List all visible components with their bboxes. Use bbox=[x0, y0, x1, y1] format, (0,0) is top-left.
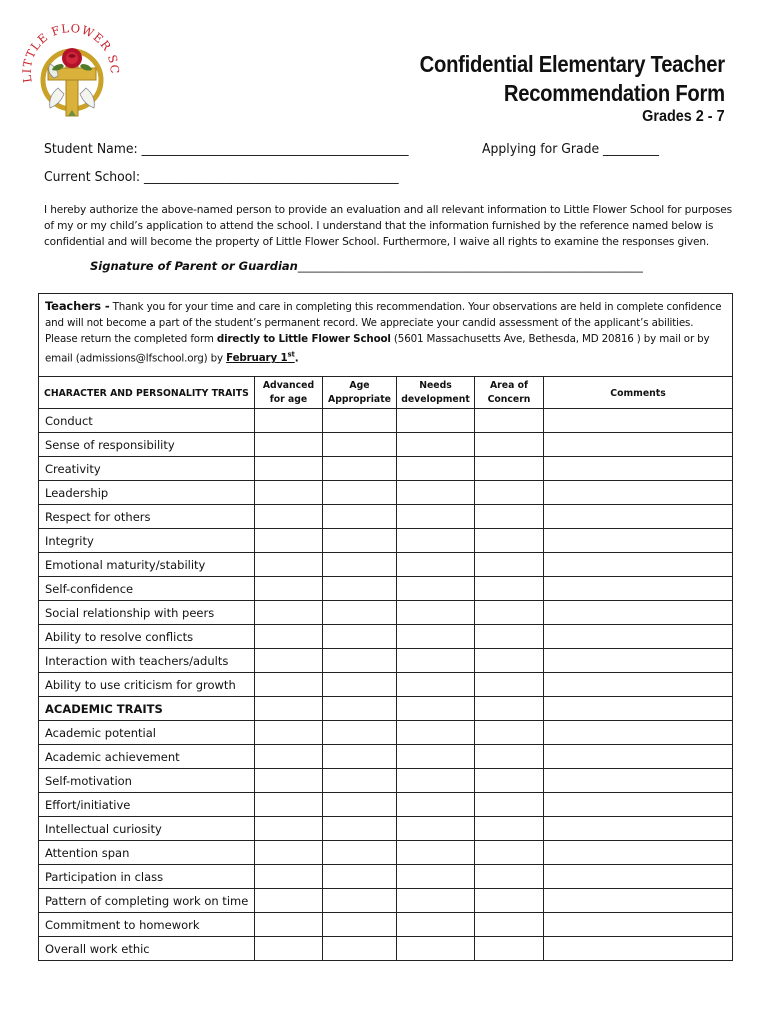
area-of-concern-cell[interactable] bbox=[475, 745, 544, 769]
trait-label: Self-motivation bbox=[39, 769, 255, 793]
area-of-concern-cell[interactable] bbox=[475, 841, 544, 865]
comments-cell[interactable] bbox=[544, 481, 733, 505]
age-appropriate-cell[interactable] bbox=[323, 817, 397, 841]
advanced-cell[interactable] bbox=[255, 505, 323, 529]
area-of-concern-cell[interactable] bbox=[475, 793, 544, 817]
age-appropriate-cell[interactable] bbox=[323, 529, 397, 553]
needs-development-cell[interactable] bbox=[397, 865, 475, 889]
advanced-cell[interactable] bbox=[255, 601, 323, 625]
deadline-date: February 1 bbox=[226, 352, 288, 365]
area-of-concern-cell[interactable] bbox=[475, 481, 544, 505]
area-of-concern-cell[interactable] bbox=[475, 577, 544, 601]
age-appropriate-cell[interactable] bbox=[323, 889, 397, 913]
trait-label: Emotional maturity/stability bbox=[39, 553, 255, 577]
area-of-concern-cell[interactable] bbox=[475, 505, 544, 529]
comments-cell[interactable] bbox=[544, 433, 733, 457]
age-appropriate-cell[interactable] bbox=[323, 745, 397, 769]
needs-development-cell[interactable] bbox=[397, 841, 475, 865]
trait-label: Overall work ethic bbox=[39, 937, 255, 961]
advanced-cell[interactable] bbox=[255, 817, 323, 841]
comments-cell[interactable] bbox=[544, 769, 733, 793]
advanced-cell[interactable] bbox=[255, 937, 323, 961]
advanced-cell[interactable] bbox=[255, 553, 323, 577]
advanced-cell[interactable] bbox=[255, 409, 323, 433]
signature-line[interactable] bbox=[90, 259, 643, 273]
table-row bbox=[39, 793, 733, 817]
trait-label: Attention span bbox=[39, 841, 255, 865]
table-row bbox=[39, 409, 733, 433]
table-row bbox=[39, 553, 733, 577]
area-of-concern-column-header: Area of Concern bbox=[475, 377, 544, 409]
trait-label: Intellectual curiosity bbox=[39, 817, 255, 841]
traits-rating-table bbox=[38, 376, 733, 961]
age-appropriate-cell[interactable] bbox=[323, 505, 397, 529]
area-of-concern-cell[interactable] bbox=[475, 553, 544, 577]
age-appropriate-cell[interactable] bbox=[323, 601, 397, 625]
comments-cell[interactable] bbox=[544, 865, 733, 889]
comments-cell[interactable] bbox=[544, 937, 733, 961]
advanced-cell[interactable] bbox=[255, 841, 323, 865]
trait-label: Creativity bbox=[39, 457, 255, 481]
table-row bbox=[39, 865, 733, 889]
age-appropriate-cell[interactable] bbox=[323, 673, 397, 697]
table-row bbox=[39, 889, 733, 913]
area-of-concern-cell[interactable] bbox=[475, 865, 544, 889]
area-of-concern-cell[interactable] bbox=[475, 529, 544, 553]
needs-development-cell bbox=[397, 697, 475, 721]
table-row bbox=[39, 433, 733, 457]
advanced-cell[interactable] bbox=[255, 793, 323, 817]
needs-development-cell[interactable] bbox=[397, 673, 475, 697]
area-of-concern-cell[interactable] bbox=[475, 817, 544, 841]
section-heading-row bbox=[39, 697, 733, 721]
advanced-cell[interactable] bbox=[255, 433, 323, 457]
trait-label: Ability to resolve conflicts bbox=[39, 625, 255, 649]
area-of-concern-cell[interactable] bbox=[475, 937, 544, 961]
advanced-cell bbox=[255, 697, 323, 721]
table-row bbox=[39, 721, 733, 745]
trait-label: Sense of responsibility bbox=[39, 433, 255, 457]
table-row bbox=[39, 649, 733, 673]
table-row bbox=[39, 673, 733, 697]
needs-development-cell[interactable] bbox=[397, 577, 475, 601]
age-appropriate-cell[interactable] bbox=[323, 937, 397, 961]
needs-development-cell[interactable] bbox=[397, 433, 475, 457]
comments-cell[interactable] bbox=[544, 505, 733, 529]
age-appropriate-cell[interactable] bbox=[323, 769, 397, 793]
comments-cell[interactable] bbox=[544, 625, 733, 649]
table-row bbox=[39, 913, 733, 937]
advanced-cell[interactable] bbox=[255, 721, 323, 745]
table-row bbox=[39, 745, 733, 769]
comments-cell[interactable] bbox=[544, 457, 733, 481]
age-appropriate-cell[interactable] bbox=[323, 649, 397, 673]
needs-development-column-header: Needs development bbox=[397, 377, 475, 409]
advanced-cell[interactable] bbox=[255, 625, 323, 649]
advanced-cell[interactable] bbox=[255, 865, 323, 889]
trait-label: Ability to use criticism for growth bbox=[39, 673, 255, 697]
age-appropriate-cell[interactable] bbox=[323, 793, 397, 817]
title-line-1: Confidential Elementary Teacher bbox=[419, 51, 725, 77]
table-row bbox=[39, 505, 733, 529]
title-line-2: Recommendation Form bbox=[503, 80, 725, 106]
section-heading: ACADEMIC TRAITS bbox=[39, 697, 255, 721]
needs-development-cell[interactable] bbox=[397, 913, 475, 937]
needs-development-cell[interactable] bbox=[397, 481, 475, 505]
comments-cell[interactable] bbox=[544, 841, 733, 865]
teachers-text-2: (5601 Massachusetts Ave, Bethesda, MD 20816 ) by mail or by email (admissions@lfschool.org) by bbox=[45, 333, 710, 365]
comments-cell[interactable] bbox=[544, 529, 733, 553]
area-of-concern-cell[interactable] bbox=[475, 409, 544, 433]
needs-development-cell[interactable] bbox=[397, 649, 475, 673]
area-of-concern-cell[interactable] bbox=[475, 649, 544, 673]
trait-label: Effort/initiative bbox=[39, 793, 255, 817]
trait-label: Commitment to homework bbox=[39, 913, 255, 937]
return-address-emphasis: directly to Little Flower School bbox=[216, 333, 391, 345]
comments-cell[interactable] bbox=[544, 817, 733, 841]
age-appropriate-cell[interactable] bbox=[323, 433, 397, 457]
age-appropriate-cell[interactable] bbox=[323, 577, 397, 601]
comments-cell[interactable] bbox=[544, 553, 733, 577]
trait-label: Academic achievement bbox=[39, 745, 255, 769]
table-row bbox=[39, 481, 733, 505]
area-of-concern-cell bbox=[475, 697, 544, 721]
advanced-cell[interactable] bbox=[255, 481, 323, 505]
signature-label: Signature of Parent or Guardian bbox=[90, 259, 298, 273]
comments-cell[interactable] bbox=[544, 577, 733, 601]
deadline bbox=[226, 352, 295, 364]
needs-development-cell[interactable] bbox=[397, 625, 475, 649]
needs-development-cell[interactable] bbox=[397, 553, 475, 577]
applying-grade-field[interactable]: Applying for Grade _________ bbox=[482, 141, 659, 157]
advanced-cell[interactable] bbox=[255, 529, 323, 553]
age-appropriate-cell[interactable] bbox=[323, 625, 397, 649]
area-of-concern-cell[interactable] bbox=[475, 673, 544, 697]
needs-development-cell[interactable] bbox=[397, 937, 475, 961]
teachers-text-1: Thank you for your time and care in completing this recommendation. Your observations are held in complete confidence and will not become a part of the student’s permanent record. We appreciate your candid assessment of the applicant’s abilities. Please return the completed form bbox=[45, 301, 722, 345]
advanced-cell[interactable] bbox=[255, 649, 323, 673]
current-school-field[interactable]: Current School: _________________________________________ bbox=[44, 169, 399, 185]
age-appropriate-cell[interactable] bbox=[323, 721, 397, 745]
comments-cell[interactable] bbox=[544, 721, 733, 745]
comments-cell[interactable] bbox=[544, 673, 733, 697]
comments-cell[interactable] bbox=[544, 745, 733, 769]
area-of-concern-cell[interactable] bbox=[475, 457, 544, 481]
advanced-cell[interactable] bbox=[255, 745, 323, 769]
trait-label: Self-confidence bbox=[39, 577, 255, 601]
needs-development-cell[interactable] bbox=[397, 601, 475, 625]
age-appropriate-cell[interactable] bbox=[323, 553, 397, 577]
comments-column-header: Comments bbox=[544, 377, 733, 409]
trait-label: Conduct bbox=[39, 409, 255, 433]
area-of-concern-cell[interactable] bbox=[475, 721, 544, 745]
student-name-field[interactable]: Student Name: ___________________________________________ bbox=[44, 141, 409, 157]
trait-label: Academic potential bbox=[39, 721, 255, 745]
trait-label: Social relationship with peers bbox=[39, 601, 255, 625]
age-appropriate-cell[interactable] bbox=[323, 841, 397, 865]
area-of-concern-cell[interactable] bbox=[475, 625, 544, 649]
age-appropriate-cell[interactable] bbox=[323, 481, 397, 505]
area-of-concern-cell[interactable] bbox=[475, 913, 544, 937]
table-row bbox=[39, 601, 733, 625]
trait-label: Integrity bbox=[39, 529, 255, 553]
advanced-cell[interactable] bbox=[255, 913, 323, 937]
page-title bbox=[420, 50, 725, 108]
deadline-suffix: st bbox=[287, 351, 295, 359]
advanced-cell[interactable] bbox=[255, 889, 323, 913]
trait-label: Respect for others bbox=[39, 505, 255, 529]
needs-development-cell[interactable] bbox=[397, 457, 475, 481]
comments-cell[interactable] bbox=[544, 913, 733, 937]
needs-development-cell[interactable] bbox=[397, 889, 475, 913]
comments-cell[interactable] bbox=[544, 409, 733, 433]
advanced-cell[interactable] bbox=[255, 673, 323, 697]
needs-development-cell[interactable] bbox=[397, 505, 475, 529]
age-appropriate-column-header: Age Appropriate bbox=[323, 377, 397, 409]
age-appropriate-cell[interactable] bbox=[323, 913, 397, 937]
comments-cell[interactable] bbox=[544, 793, 733, 817]
grades-label: Grades 2 - 7 bbox=[642, 108, 725, 125]
needs-development-cell[interactable] bbox=[397, 721, 475, 745]
advanced-cell[interactable] bbox=[255, 577, 323, 601]
authorization-statement: I hereby authorize the above-named person to provide an evaluation and all relevant information to Little Flower School for purposes of my or my child’s application to attend the school. I understand that the information furnished by the reference named below is confidential and will become the property of Little Flower School. Furthermore, I waive all rights to examine the responses given. bbox=[44, 204, 733, 248]
comments-cell[interactable] bbox=[544, 889, 733, 913]
trait-label: Leadership bbox=[39, 481, 255, 505]
table-row bbox=[39, 529, 733, 553]
table-row bbox=[39, 769, 733, 793]
comments-cell[interactable] bbox=[544, 649, 733, 673]
logo-school-name: LITTLE FLOWER SC bbox=[19, 20, 122, 84]
teachers-heading: Teachers - bbox=[45, 299, 110, 313]
area-of-concern-cell[interactable] bbox=[475, 889, 544, 913]
table-row bbox=[39, 841, 733, 865]
needs-development-cell[interactable] bbox=[397, 745, 475, 769]
teachers-note bbox=[38, 293, 733, 377]
needs-development-cell[interactable] bbox=[397, 529, 475, 553]
table-row bbox=[39, 625, 733, 649]
area-of-concern-cell[interactable] bbox=[475, 601, 544, 625]
area-of-concern-cell[interactable] bbox=[475, 433, 544, 457]
trait-label: Participation in class bbox=[39, 865, 255, 889]
age-appropriate-cell[interactable] bbox=[323, 409, 397, 433]
needs-development-cell[interactable] bbox=[397, 793, 475, 817]
table-row bbox=[39, 817, 733, 841]
trait-label: Interaction with teachers/adults bbox=[39, 649, 255, 673]
age-appropriate-cell[interactable] bbox=[323, 457, 397, 481]
needs-development-cell[interactable] bbox=[397, 409, 475, 433]
signature-blank[interactable]: ____________________________________________________________ bbox=[297, 259, 643, 273]
deadline-period: . bbox=[294, 352, 299, 365]
age-appropriate-cell[interactable] bbox=[323, 865, 397, 889]
age-appropriate-cell bbox=[323, 697, 397, 721]
needs-development-cell[interactable] bbox=[397, 817, 475, 841]
table-row bbox=[39, 577, 733, 601]
area-of-concern-cell[interactable] bbox=[475, 769, 544, 793]
table-row bbox=[39, 937, 733, 961]
advanced-cell[interactable] bbox=[255, 457, 323, 481]
table-row bbox=[39, 457, 733, 481]
needs-development-cell[interactable] bbox=[397, 769, 475, 793]
school-logo bbox=[18, 18, 122, 124]
comments-cell[interactable] bbox=[544, 601, 733, 625]
comments-cell bbox=[544, 697, 733, 721]
traits-column-header: CHARACTER AND PERSONALITY TRAITS bbox=[39, 377, 255, 409]
advanced-cell[interactable] bbox=[255, 769, 323, 793]
trait-label: Pattern of completing work on time bbox=[39, 889, 255, 913]
advanced-column-header: Advanced for age bbox=[255, 377, 323, 409]
